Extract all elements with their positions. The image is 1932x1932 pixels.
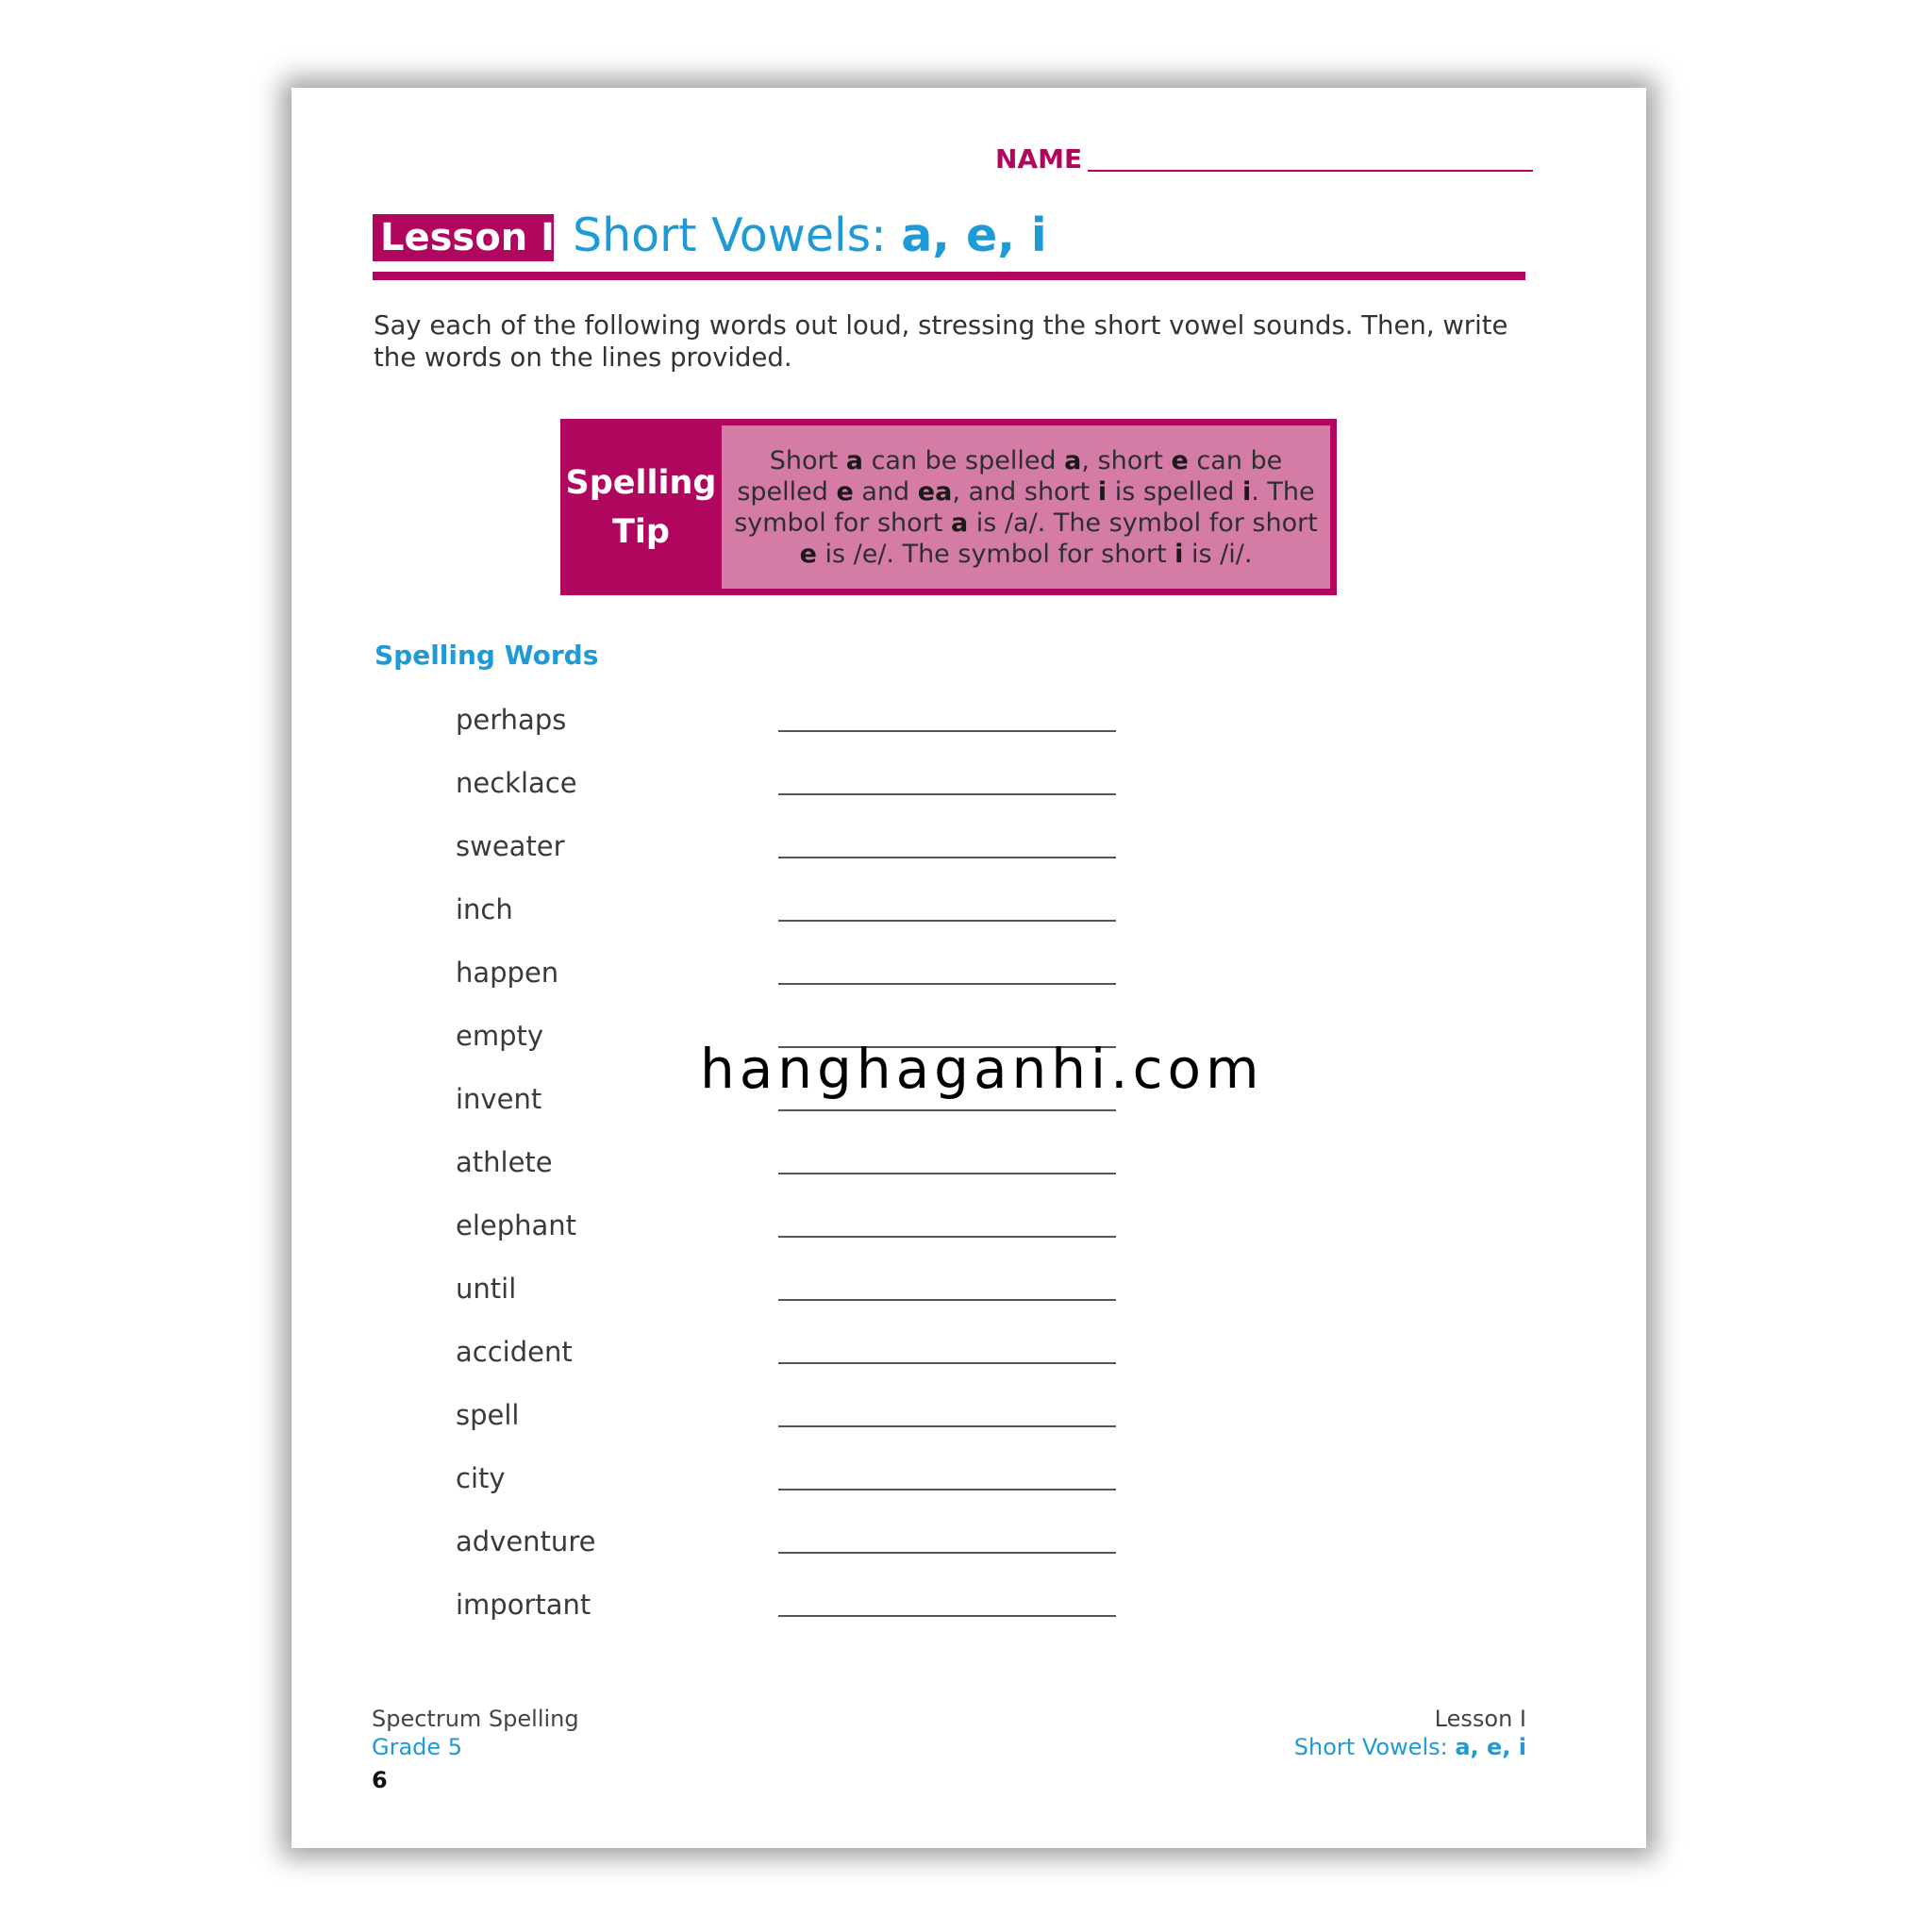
spelling-word: accident bbox=[456, 1336, 573, 1368]
spelling-word: important bbox=[456, 1589, 591, 1621]
tip-text-run: Short bbox=[769, 445, 846, 475]
name-line bbox=[1088, 170, 1533, 172]
title-rule bbox=[373, 272, 1525, 280]
spelling-word: until bbox=[456, 1273, 517, 1305]
instructions: Say each of the following words out loud, stressing the short vowel sounds. Then, write the words on the lines provided. bbox=[374, 310, 1508, 373]
spelling-word: city bbox=[456, 1462, 506, 1494]
tip-text-run: and bbox=[853, 476, 918, 507]
tip-bold-letter: a bbox=[1064, 445, 1082, 475]
answer-line[interactable] bbox=[778, 1109, 1116, 1111]
spelling-word: perhaps bbox=[456, 704, 567, 736]
footer-topic-letters: a, e, i bbox=[1455, 1734, 1526, 1760]
spelling-tip-label-line2: Tip bbox=[612, 512, 670, 551]
name-label: NAME bbox=[995, 143, 1083, 175]
lesson-title bbox=[573, 208, 1047, 264]
footer-topic bbox=[1294, 1733, 1526, 1761]
spelling-tip-label bbox=[563, 422, 719, 592]
name-field bbox=[995, 143, 1533, 175]
spelling-word: athlete bbox=[456, 1146, 553, 1178]
answer-line[interactable] bbox=[778, 730, 1116, 732]
tip-text-run: is /i/. bbox=[1183, 539, 1253, 569]
spelling-tip-box bbox=[560, 419, 1337, 595]
spelling-tip-text bbox=[722, 425, 1330, 589]
spelling-word: elephant bbox=[456, 1209, 577, 1241]
tip-text-run: is spelled bbox=[1107, 476, 1242, 507]
spelling-word: spell bbox=[456, 1399, 520, 1431]
spelling-words-heading: Spelling Words bbox=[375, 640, 599, 671]
spelling-word: adventure bbox=[456, 1525, 596, 1557]
tip-text-run: . The symbol for short bbox=[734, 476, 1315, 538]
tip-text-run: , short bbox=[1081, 445, 1172, 475]
answer-line[interactable] bbox=[778, 793, 1116, 795]
tip-text-run: , and short bbox=[952, 476, 1098, 507]
tip-bold-letter: i bbox=[1097, 476, 1108, 507]
footer-book-title: Spectrum Spelling bbox=[372, 1706, 579, 1732]
tip-bold-letter: e bbox=[1171, 445, 1189, 475]
tip-bold-letter: i bbox=[1174, 539, 1184, 569]
spelling-tip-paragraph bbox=[731, 445, 1321, 570]
tip-text-run: is /a/. The symbol for short bbox=[968, 508, 1318, 538]
tip-text-run: is /e/. The symbol for short bbox=[816, 539, 1175, 569]
answer-line[interactable] bbox=[778, 1362, 1116, 1364]
answer-line[interactable] bbox=[778, 1425, 1116, 1427]
spelling-word: necklace bbox=[456, 767, 577, 799]
tip-text-run: can be spelled bbox=[863, 445, 1065, 475]
spelling-word: happen bbox=[456, 957, 559, 989]
answer-line[interactable] bbox=[778, 1552, 1116, 1554]
lesson-badge: Lesson I bbox=[373, 214, 554, 261]
footer-grade: Grade 5 bbox=[372, 1734, 463, 1760]
answer-line[interactable] bbox=[778, 1615, 1116, 1617]
spelling-word: sweater bbox=[456, 830, 565, 862]
footer-page-number: 6 bbox=[372, 1767, 388, 1793]
lesson-title-prefix: Short Vowels: bbox=[573, 208, 902, 262]
spelling-tip-label-line1: Spelling bbox=[565, 463, 717, 502]
spelling-word: inch bbox=[456, 893, 513, 925]
answer-line[interactable] bbox=[778, 857, 1116, 858]
answer-line[interactable] bbox=[778, 1299, 1116, 1301]
footer-topic-prefix: Short Vowels: bbox=[1293, 1734, 1456, 1760]
tip-bold-letter: i bbox=[1242, 476, 1252, 507]
answer-line[interactable] bbox=[778, 920, 1116, 922]
spelling-word: empty bbox=[456, 1020, 544, 1052]
lesson-title-letters: a, e, i bbox=[901, 208, 1047, 262]
tip-bold-letter: a bbox=[950, 508, 969, 538]
spelling-word: invent bbox=[456, 1083, 542, 1115]
watermark: hanghaganhi.com bbox=[700, 1037, 1264, 1101]
answer-line[interactable] bbox=[778, 983, 1116, 985]
tip-bold-letter: e bbox=[799, 539, 817, 569]
tip-bold-letter: ea bbox=[917, 476, 953, 507]
tip-bold-letter: a bbox=[845, 445, 863, 475]
tip-bold-letter: e bbox=[836, 476, 854, 507]
tip-text-run: can be spelled bbox=[737, 445, 1283, 507]
answer-line[interactable] bbox=[778, 1173, 1116, 1174]
answer-line[interactable] bbox=[778, 1236, 1116, 1238]
footer-lesson: Lesson I bbox=[1434, 1706, 1526, 1732]
answer-line[interactable] bbox=[778, 1489, 1116, 1491]
